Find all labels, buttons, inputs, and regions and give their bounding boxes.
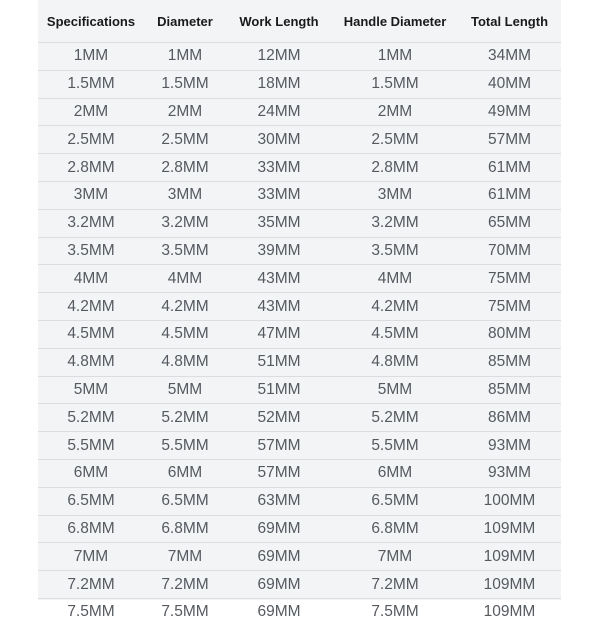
work-length-cell: 18MM [226, 70, 332, 98]
handle-diameter-cell: 7.5MM [332, 598, 458, 625]
header-handle-diameter: Handle Diameter [343, 13, 447, 29]
work-length-cell: 51MM [226, 348, 332, 376]
work-length-cell: 69MM [226, 571, 332, 599]
header-specifications: Specifications [46, 13, 136, 29]
handle-diameter-cell: 7MM [332, 543, 458, 571]
table-row [38, 348, 561, 376]
total-length-cell: 61MM [458, 154, 561, 182]
work-length-cell: 24MM [226, 98, 332, 126]
work-length-cell: 57MM [226, 459, 332, 487]
work-length-cell: 47MM [226, 320, 332, 348]
work-length-cell: 63MM [226, 487, 332, 515]
total-length-cell: 85MM [458, 348, 561, 376]
total-length-cell: 61MM [458, 181, 561, 209]
total-length-cell: 80MM [458, 320, 561, 348]
handle-diameter-cell: 2.5MM [332, 126, 458, 154]
specification-cell: 5.2MM [38, 404, 144, 432]
handle-diameter-cell: 3MM [332, 181, 458, 209]
table-row [38, 404, 561, 432]
total-length-cell: 75MM [458, 293, 561, 321]
table-row [38, 293, 561, 321]
table-row [38, 181, 561, 209]
work-length-cell: 51MM [226, 376, 332, 404]
specification-cell: 7.2MM [38, 571, 144, 599]
total-length-cell: 93MM [458, 432, 561, 460]
diameter-cell: 4MM [144, 265, 226, 293]
specification-cell: 3.5MM [38, 237, 144, 265]
specifications-table [38, 0, 561, 626]
specification-cell: 6.8MM [38, 515, 144, 543]
specification-cell: 7.5MM [38, 598, 144, 625]
diameter-cell: 3.2MM [144, 209, 226, 237]
work-length-cell: 43MM [226, 293, 332, 321]
table-row [38, 154, 561, 182]
specification-cell: 3.2MM [38, 209, 144, 237]
diameter-cell: 2MM [144, 98, 226, 126]
table-row [38, 70, 561, 98]
total-length-cell: 109MM [458, 515, 561, 543]
table-row [38, 432, 561, 460]
work-length-cell: 57MM [226, 432, 332, 460]
table-row [38, 126, 561, 154]
diameter-cell: 2.5MM [144, 126, 226, 154]
handle-diameter-cell: 3.5MM [332, 237, 458, 265]
total-length-cell: 86MM [458, 404, 561, 432]
diameter-cell: 3MM [144, 181, 226, 209]
diameter-cell: 6.8MM [144, 515, 226, 543]
header-total-length: Total Length [470, 13, 549, 29]
specification-cell: 4.5MM [38, 320, 144, 348]
total-length-cell: 65MM [458, 209, 561, 237]
specification-cell: 5MM [38, 376, 144, 404]
work-length-cell: 39MM [226, 237, 332, 265]
handle-diameter-cell: 7.2MM [332, 571, 458, 599]
header-work-length: Work Length [239, 13, 319, 29]
table-row [38, 487, 561, 515]
total-length-cell: 85MM [458, 376, 561, 404]
specification-cell: 4MM [38, 265, 144, 293]
specification-cell: 2.5MM [38, 126, 144, 154]
table-row [38, 571, 561, 599]
specification-cell: 6MM [38, 459, 144, 487]
handle-diameter-cell: 4.5MM [332, 320, 458, 348]
specification-cell: 4.8MM [38, 348, 144, 376]
work-length-cell: 33MM [226, 154, 332, 182]
handle-diameter-cell: 1.5MM [332, 70, 458, 98]
table-row [38, 265, 561, 293]
header-row [38, 0, 561, 43]
specification-cell: 3MM [38, 181, 144, 209]
total-length-cell: 109MM [458, 543, 561, 571]
work-length-cell: 35MM [226, 209, 332, 237]
diameter-cell: 4.2MM [144, 293, 226, 321]
total-length-cell: 75MM [458, 265, 561, 293]
diameter-cell: 5MM [144, 376, 226, 404]
handle-diameter-cell: 2MM [332, 98, 458, 126]
work-length-cell: 69MM [226, 543, 332, 571]
handle-diameter-cell: 5.5MM [332, 432, 458, 460]
table-row [38, 543, 561, 571]
handle-diameter-cell: 1MM [332, 43, 458, 71]
diameter-cell: 1MM [144, 43, 226, 71]
diameter-cell: 7.2MM [144, 571, 226, 599]
total-length-cell: 40MM [458, 70, 561, 98]
handle-diameter-cell: 4.8MM [332, 348, 458, 376]
diameter-cell: 6MM [144, 459, 226, 487]
diameter-cell: 7MM [144, 543, 226, 571]
diameter-cell: 5.5MM [144, 432, 226, 460]
specification-cell: 7MM [38, 543, 144, 571]
table-row [38, 209, 561, 237]
specification-cell: 1.5MM [38, 70, 144, 98]
total-length-cell: 57MM [458, 126, 561, 154]
table-row [38, 98, 561, 126]
handle-diameter-cell: 4.2MM [332, 293, 458, 321]
specification-cell: 2.8MM [38, 154, 144, 182]
table-row [38, 459, 561, 487]
total-length-cell: 70MM [458, 237, 561, 265]
specification-cell: 5.5MM [38, 432, 144, 460]
total-length-cell: 109MM [458, 598, 561, 625]
specification-cell: 4.2MM [38, 293, 144, 321]
work-length-cell: 69MM [226, 598, 332, 625]
specification-cell: 1MM [38, 43, 144, 71]
diameter-cell: 6.5MM [144, 487, 226, 515]
total-length-cell: 34MM [458, 43, 561, 71]
work-length-cell: 12MM [226, 43, 332, 71]
handle-diameter-cell: 4MM [332, 265, 458, 293]
handle-diameter-cell: 2.8MM [332, 154, 458, 182]
specification-cell: 2MM [38, 98, 144, 126]
table-row [38, 237, 561, 265]
total-length-cell: 93MM [458, 459, 561, 487]
work-length-cell: 33MM [226, 181, 332, 209]
total-length-cell: 100MM [458, 487, 561, 515]
table-row [38, 376, 561, 404]
diameter-cell: 1.5MM [144, 70, 226, 98]
diameter-cell: 4.8MM [144, 348, 226, 376]
diameter-cell: 4.5MM [144, 320, 226, 348]
table-row [38, 598, 561, 625]
table-row [38, 515, 561, 543]
work-length-cell: 30MM [226, 126, 332, 154]
work-length-cell: 52MM [226, 404, 332, 432]
total-length-cell: 109MM [458, 571, 561, 599]
diameter-cell: 5.2MM [144, 404, 226, 432]
total-length-cell: 49MM [458, 98, 561, 126]
table-row [38, 320, 561, 348]
handle-diameter-cell: 6.8MM [332, 515, 458, 543]
specification-cell: 6.5MM [38, 487, 144, 515]
diameter-cell: 7.5MM [144, 598, 226, 625]
work-length-cell: 69MM [226, 515, 332, 543]
handle-diameter-cell: 6MM [332, 459, 458, 487]
handle-diameter-cell: 6.5MM [332, 487, 458, 515]
work-length-cell: 43MM [226, 265, 332, 293]
diameter-cell: 3.5MM [144, 237, 226, 265]
table-row [38, 43, 561, 71]
header-diameter: Diameter [157, 13, 213, 29]
handle-diameter-cell: 5.2MM [332, 404, 458, 432]
spec-sheet [38, 0, 561, 621]
handle-diameter-cell: 3.2MM [332, 209, 458, 237]
handle-diameter-cell: 5MM [332, 376, 458, 404]
diameter-cell: 2.8MM [144, 154, 226, 182]
